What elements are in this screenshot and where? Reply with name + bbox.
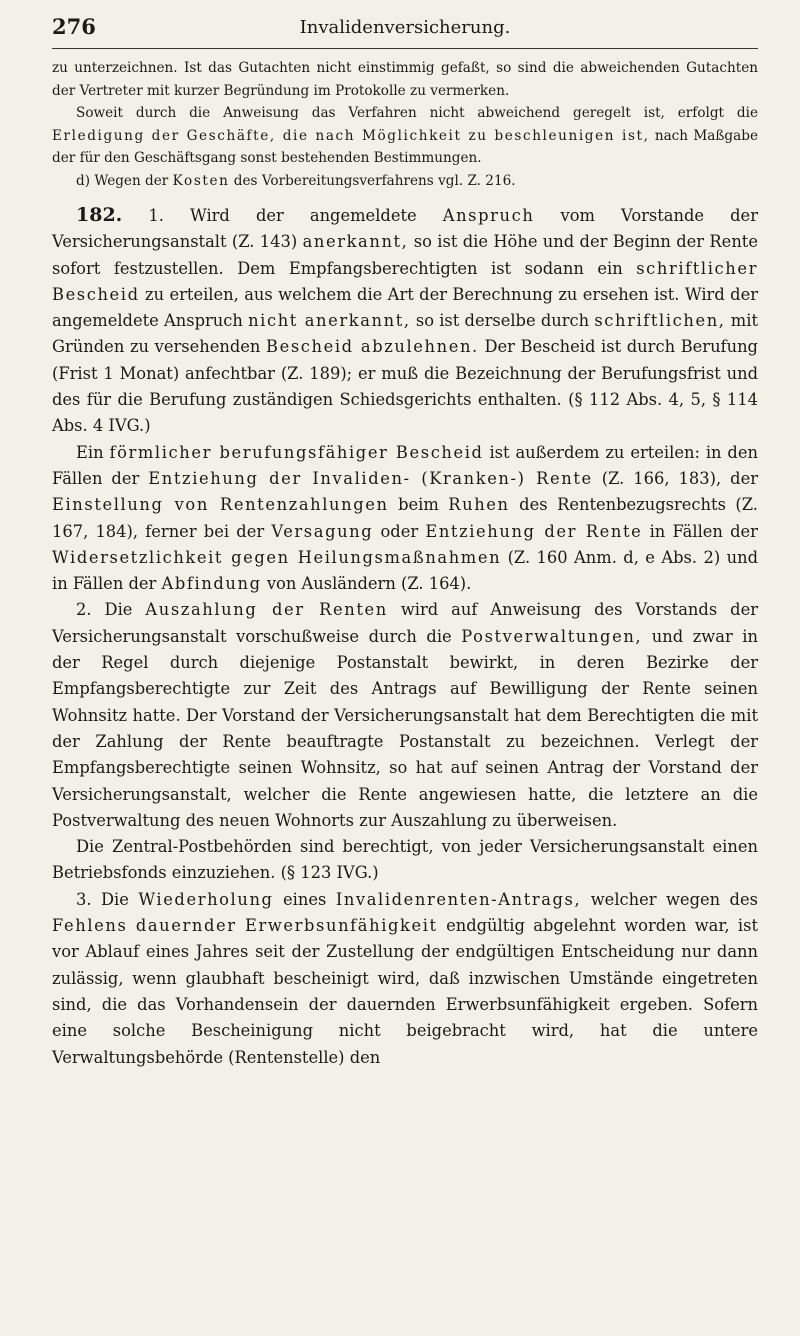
emphasis-kosten: Kosten (172, 172, 230, 189)
emphasis-erledigung: Erledigung der Geschäfte, die nach Möglichkeit zu beschleunigen ist, (52, 127, 650, 144)
page (52, 0, 758, 1071)
section-182-para-3: 3. Die Wiederholung eines Invalidenrenten-Antrags, welcher wegen des Fehlens dauernder Erwerbsunfähigkeit endgültig abgelehnt worden war, ist vor Ablauf eines Jahres seit der Zustellung der endgültigen Entscheidung nur dann zulässig, wenn glaubhaft bescheinigt wird, daß inzwischen Umstände eingetreten sind, die das Vorhandensein der dauernden Erwerbsunfähigkeit ergeben. Sofern eine solche Bescheinigung nicht beigebracht wird, hat die untere Verwaltungsbehörde (Rentenstelle) den (52, 889, 758, 1067)
page-number: 276 (52, 14, 96, 39)
running-title: Invalidenversicherung. (299, 17, 511, 38)
page-header (52, 10, 758, 49)
section-182-para-central-post: Die Zentral-Postbehörden sind berechtigt, von jeder Versicherungsanstalt einen Betriebsfonds einzuziehen. (§ 123 IVG.) (52, 837, 758, 883)
section-182-para-2: 2. Die Auszahlung der Renten wird auf Anweisung des Vorstands der Versicherungsanstalt vorschußweise durch die Postverwaltungen, und zwar in der Regel durch diejenige Postanstalt bewirkt, in deren Bezirke der Empfangsberechtigte zur Zeit des Antrags auf Bewilligung der Rente seinen Wohnsitz hatte. Der Vorstand der Versicherungsanstalt hat dem Berechtigten die mit der Zahlung der Rente beauftragte Postanstalt zu bezeichnen. Verlegt der Empfangsberechtigte seinen Wohnsitz, so hat auf seinen Antrag der Vorstand der Versicherungsanstalt, welcher die Rente angewiesen hatte, die letztere an die Postverwaltung des neuen Wohnorts zur Auszahlung zu überweisen. (52, 600, 759, 830)
intro-note-paragraph: zu unterzeichnen. Ist das Gutachten nicht einstimmig gefaßt, so sind die abweichenden Gutachten der Vertreter mit kurzer Begründung im Protokolle zu vermerken. (52, 60, 758, 99)
section-182-para-1: 182. 1. Wird der angemeldete Anspruch vom Vorstande der Versicherungsanstalt (Z. 143) anerkannt, so ist die Höhe und der Beginn der Rente sofort festzustellen. Dem Empfangsberechtigten ist sodann ein schriftlicher Bescheid zu erteilen, aus welchem die Art der Berechnung zu ersehen ist. Wird der angemeldete Anspruch nicht anerkannt, so ist derselbe durch schriftlichen, mit Gründen zu versehenden Bescheid abzulehnen. Der Bescheid ist durch Berufung (Frist 1 Monat) anfechtbar (Z. 189); er muß die Bezeichnung der Berufungsfrist und des für die Berufung zuständigen Schiedsgerichts enthalten. (§ 112 Abs. 4, 5, § 114 Abs. 4 IVG.) (52, 204, 758, 436)
intro-costs-paragraph: d) Wegen der Kosten des Vorbereitungsverfahrens vgl. Z. 216. (76, 172, 516, 189)
intro-procedure-paragraph: Soweit durch die Anweisung das Verfahren nicht abweichend geregelt ist, erfolgt die Erledigung der Geschäfte, die nach Möglichkeit zu beschleunigen ist, nach Maßgabe der für den Geschäftsgang sonst bestehenden Bestimmungen. (52, 105, 758, 166)
section-number: 182. (76, 204, 123, 226)
section-182-para-formal-notice: Ein förmlicher berufungsfähiger Bescheid ist außerdem zu erteilen: in den Fällen der Entziehung der Invaliden- (Kranken-) Rente (Z. 166, 183), der Einstellung von Rentenzahlungen beim Ruhen des Rentenbezugsrechts (Z. 167, 184), ferner bei der Versagung oder Entziehung der Rente in Fällen der Widersetzlichkeit gegen Heilungsmaßnahmen (Z. 160 Anm. d, e Abs. 2) und in Fällen der Abfindung von Ausländern (Z. 164). (52, 442, 759, 594)
